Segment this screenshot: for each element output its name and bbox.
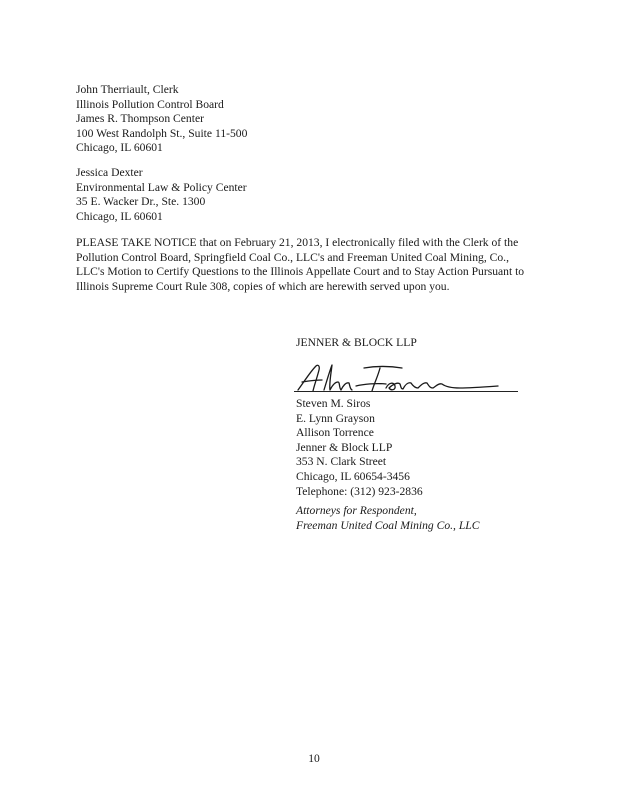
- recipient-address-clerk: [76, 83, 247, 156]
- address-line: 100 West Randolph St., Suite 11-500: [76, 126, 248, 140]
- role-line: Freeman United Coal Mining Co., LLC: [296, 518, 480, 532]
- attorney-line: Chicago, IL 60654-3456: [296, 469, 410, 483]
- address-line: Jessica Dexter: [76, 166, 143, 179]
- address-line: Environmental Law & Policy Center: [76, 180, 247, 194]
- signature-line: [294, 391, 518, 392]
- address-line: Chicago, IL 60601: [76, 209, 163, 223]
- attorney-line: Telephone: (312) 923-2836: [296, 484, 423, 498]
- page-number: 10: [308, 752, 320, 765]
- attorney-signature-block: [296, 397, 423, 499]
- attorney-line: E. Lynn Grayson: [296, 411, 375, 425]
- address-line: Chicago, IL 60601: [76, 141, 163, 155]
- notice-line: Pollution Control Board, Springfield Coal Co., LLC's and Freeman United Coal Mining, Co.,: [76, 250, 509, 264]
- attorney-line: Allison Torrence: [296, 426, 374, 440]
- role-line: Attorneys for Respondent,: [296, 504, 417, 517]
- address-line: James R. Thompson Center: [76, 112, 204, 126]
- notice-line: PLEASE TAKE NOTICE that on February 21, 2013, I electronically filed with the Clerk of the: [76, 236, 519, 249]
- attorney-role: [296, 504, 479, 533]
- attorney-line: Jenner & Block LLP: [296, 440, 393, 454]
- firm-name: JENNER & BLOCK LLP: [296, 336, 417, 349]
- address-line: John Therriault, Clerk: [76, 83, 179, 96]
- notice-paragraph: [76, 236, 576, 294]
- attorney-line: 353 N. Clark Street: [296, 455, 387, 469]
- address-line: Illinois Pollution Control Board: [76, 97, 224, 111]
- recipient-address-elpc: [76, 166, 247, 224]
- address-line: 35 E. Wacker Dr., Ste. 1300: [76, 195, 206, 209]
- notice-line: Illinois Supreme Court Rule 308, copies of which are herewith served upon you.: [76, 279, 450, 293]
- signature: [294, 360, 518, 396]
- attorney-line: Steven M. Siros: [296, 397, 371, 410]
- notice-line: LLC's Motion to Certify Questions to the Illinois Appellate Court and to Stay Action Pursuant to: [76, 265, 525, 279]
